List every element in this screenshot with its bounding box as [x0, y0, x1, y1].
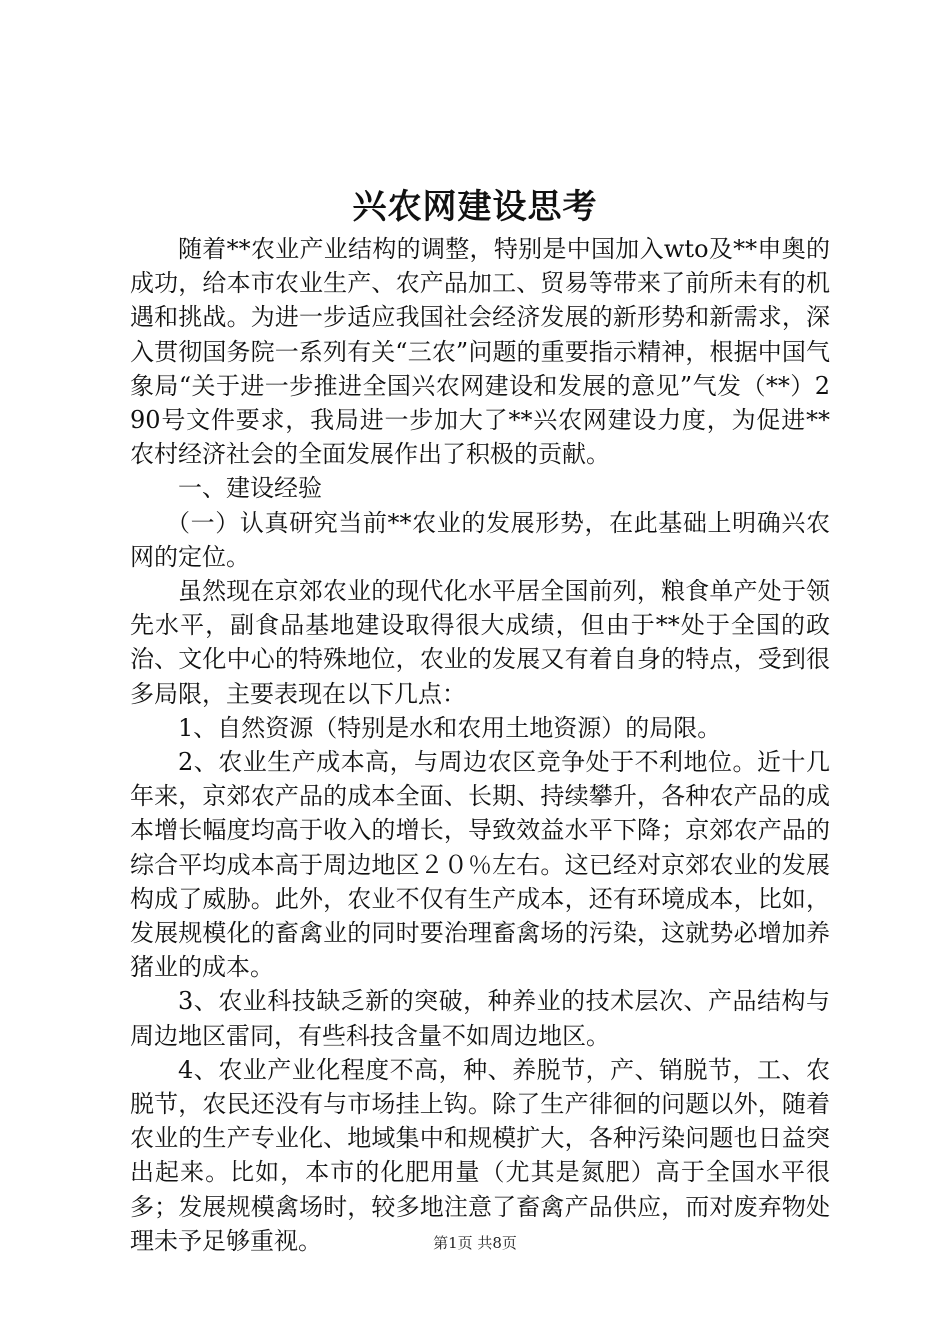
list-item-3: 3、农业科技缺乏新的突破，种养业的技术层次、产品结构与周边地区雷同，有些科技含量不如周边地区。 [130, 987, 830, 1050]
section-heading: 一、建设经验 [178, 474, 322, 503]
document-title: 兴农网建设思考 [352, 187, 598, 227]
list-item-2: 2、农业生产成本高，与周边农区竞争处于不利地位。近十几年来，京郊农产品的成本全面、长期、持续攀升，各种农产品的成本增长幅度均高于收入的增长，导致效益水平下降；京郊农产品的综合平均成本高于周边地区２０％左右。这已经对京郊农业的发展构成了威胁。此外，农业不仅有生产成本，还有环境成本，比如，发展规模化的畜禽业的同时要治理畜禽场的污染，这就势必增加养猪业的成本。 [130, 748, 830, 982]
document-body [130, 232, 830, 1258]
list-item-4: 4、农业产业化程度不高，种、养脱节，产、销脱节，工、农脱节，农民还没有与市场挂上钩。除了生产徘徊的问题以外，随着农业的生产专业化、地域集中和规模扩大，各种污染问题也日益突出起来。比如，本市的化肥用量（尤其是氮肥）高于全国水平很多；发展规模禽场时，较多地注意了畜禽产品供应，而对废弃物处理未予足够重视。 [130, 1055, 830, 1255]
page-footer: 第1页 共8页 [433, 1234, 517, 1252]
body-paragraph: 虽然现在京郊农业的现代化水平居全国前列，粮食单产处于领先水平，副食品基地建设取得很大成绩，但由于**处于全国的政治、文化中心的特殊地位，农业的发展又有着自身的特点，受到很多局限，主要表现在以下几点： [130, 577, 830, 708]
intro-paragraph: 随着**农业产业结构的调整，特别是中国加入wto及**申奥的成功，给本市农业生产、农产品加工、贸易等带来了前所未有的机遇和挑战。为进一步适应我国社会经济发展的新形势和新需求，深入贯彻国务院一系列有关“三农”问题的重要指示精神，根据中国气象局“关于进一步推进全国兴农网建设和发展的意见”气发（**）290号文件要求，我局进一步加大了**兴农网建设力度，为促进**农村经济社会的全面发展作出了积极的贡献。 [130, 235, 830, 469]
subsection-heading: （一）认真研究当前**农业的发展形势，在此基础上明确兴农网的定位。 [130, 508, 830, 571]
list-item-1: 1、自然资源（特别是水和农用土地资源）的局限。 [178, 713, 722, 742]
